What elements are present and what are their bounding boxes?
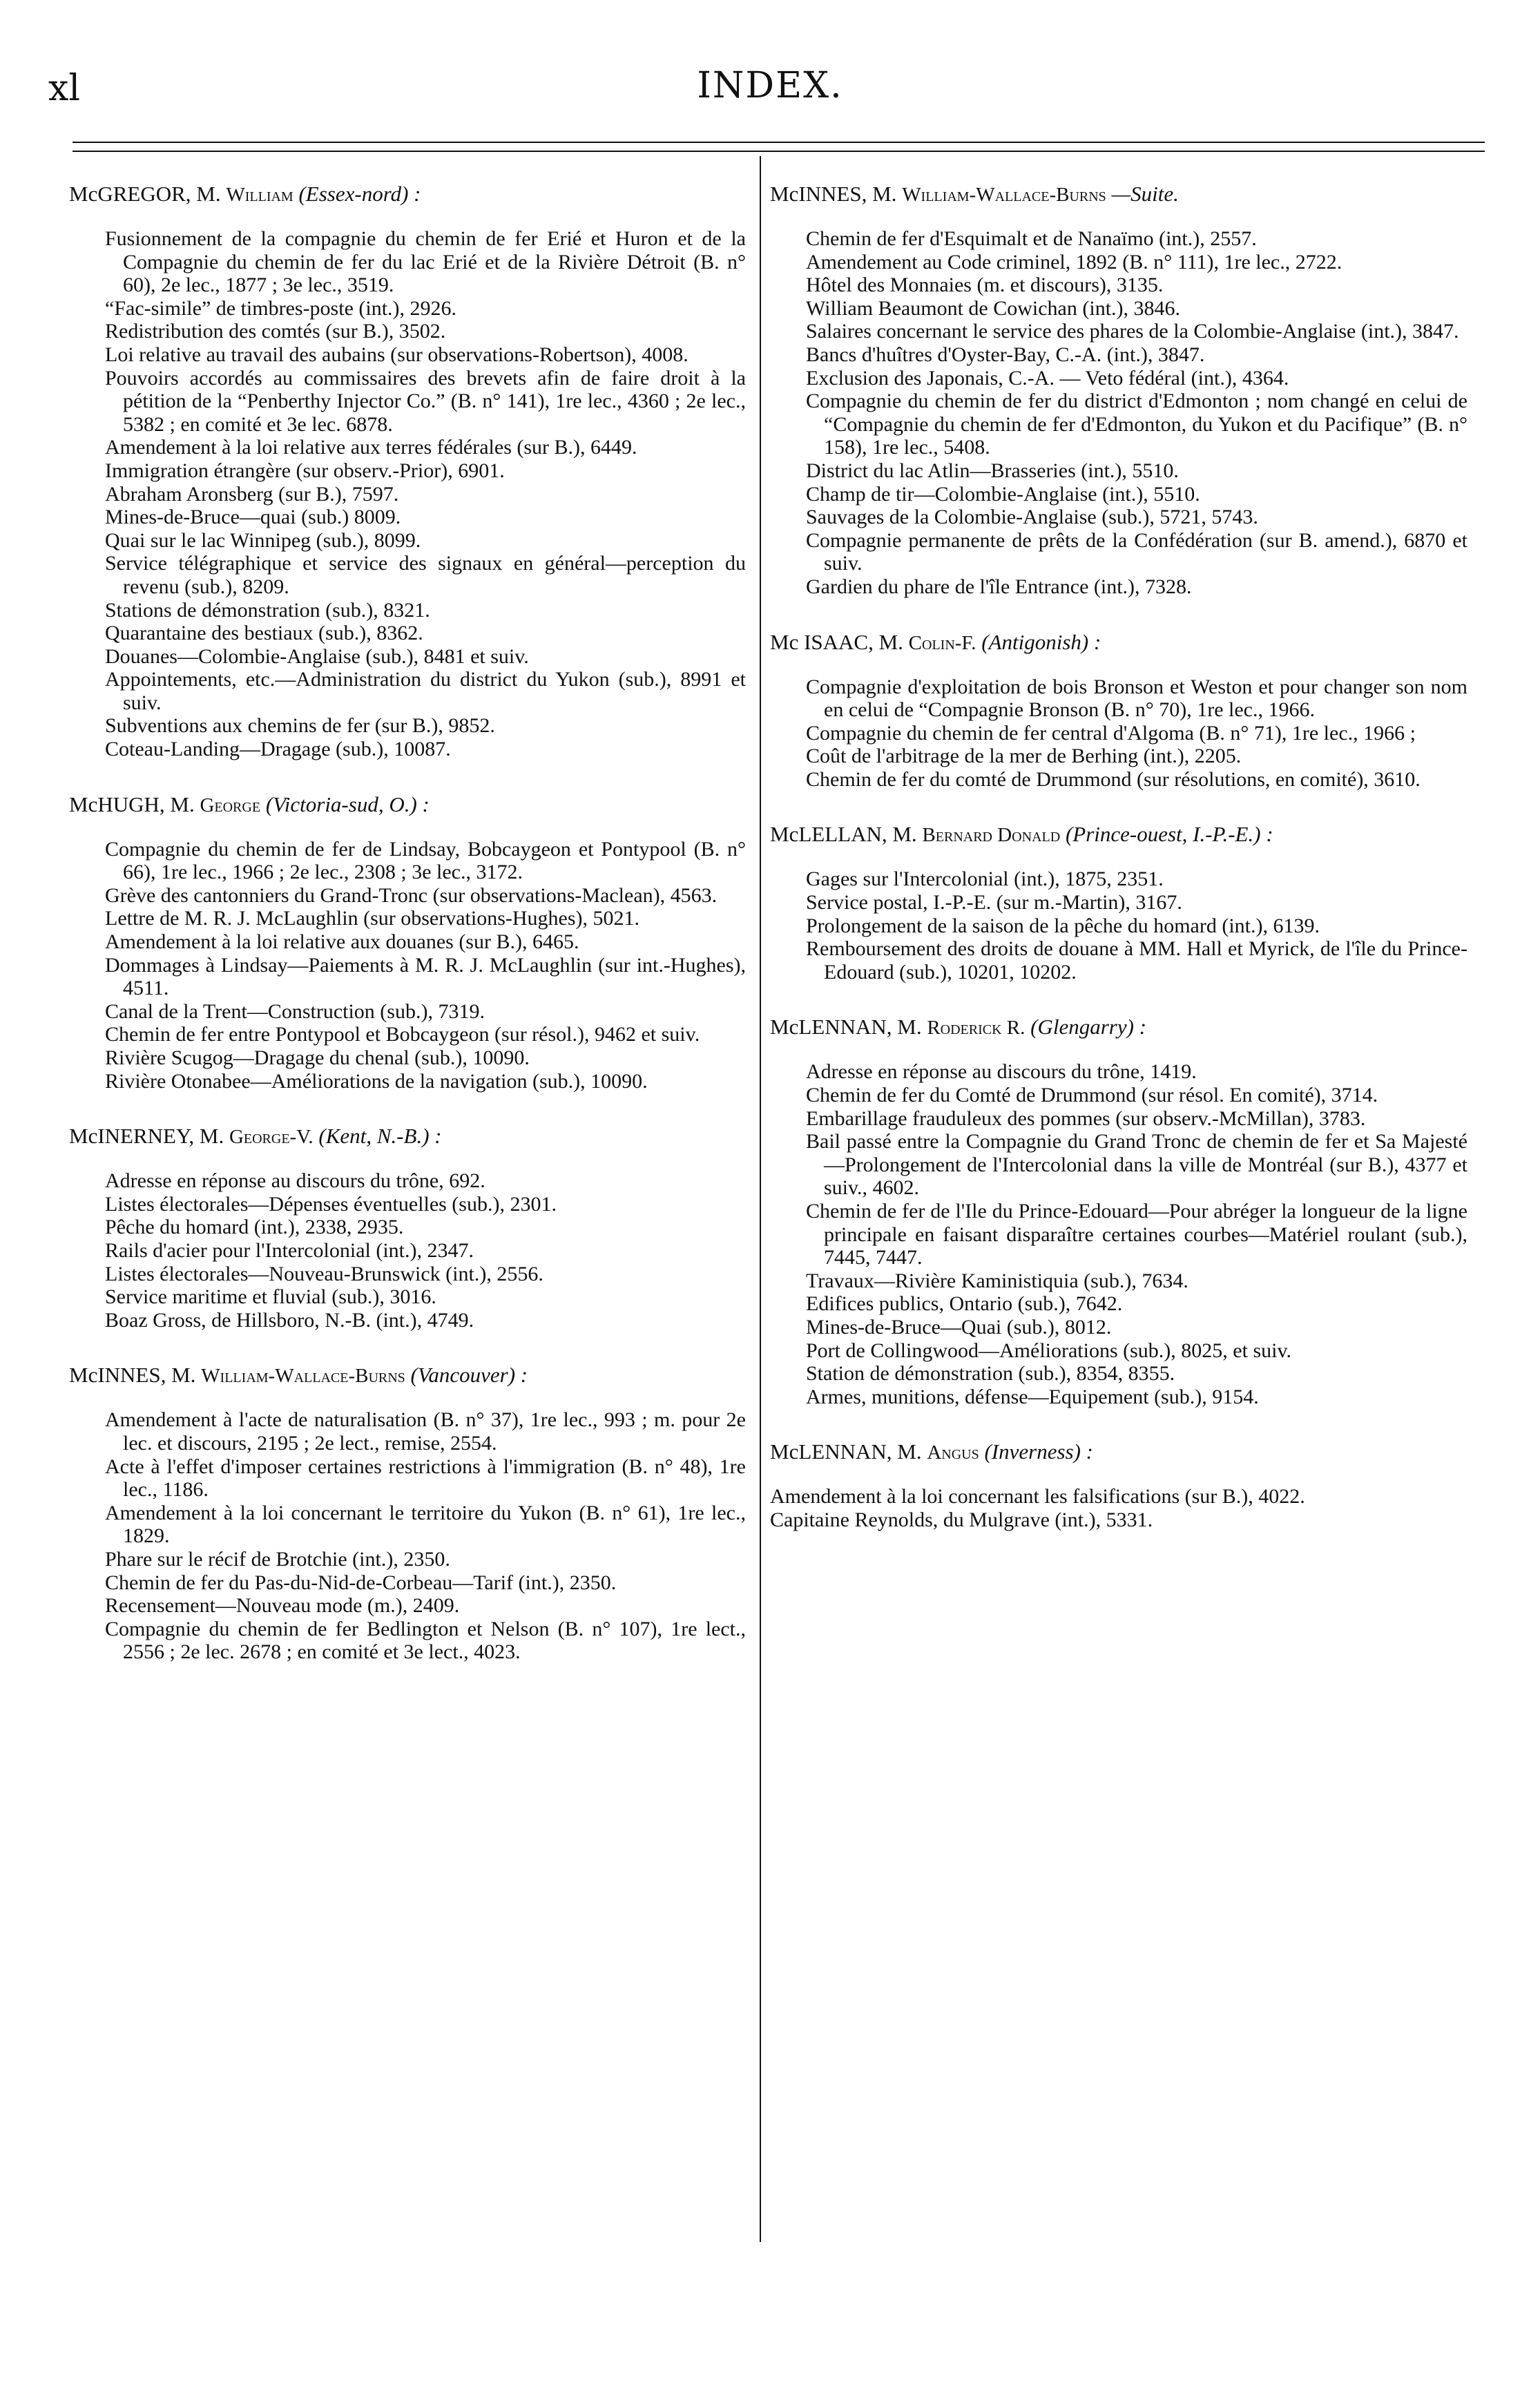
- index-reference: Embarillage frauduleux des pommes (sur observ.-McMillan), 3783.: [806, 1106, 1366, 1130]
- index-reference: Adresse en réponse au discours du trône, 692.: [105, 1169, 485, 1193]
- constituency: (Vancouver) :: [410, 1363, 528, 1388]
- index-reference: Chemin de fer d'Esquimalt et de Nanaïmo (int.), 2557.: [806, 227, 1257, 250]
- index-entry: [770, 1014, 1467, 1408]
- member-title: M.: [196, 182, 221, 206]
- index-reference: Grève des cantonniers du Grand-Tronc (sur observations-Maclean), 4563.: [105, 883, 718, 907]
- index-entry: [69, 1123, 746, 1332]
- index-reference: Bancs d'huîtres d'Oyster-Bay, C.-A. (int.), 3847.: [806, 343, 1205, 366]
- index-reference: Capitaine Reynolds, du Mulgrave (int.), 5331.: [770, 1508, 1153, 1531]
- index-reference: Sauvages de la Colombie-Anglaise (sub.), 5721, 5743.: [806, 506, 1258, 529]
- index-reference: Chemin de fer du Pas-du-Nid-de-Corbeau—Tarif (int.), 2350.: [105, 1571, 617, 1594]
- index-reference: Service postal, I.-P.-E. (sur m.-Martin), 3167.: [806, 891, 1182, 914]
- index-reference: Compagnie du chemin de fer du district d'Edmonton ; nom changé en celui de “Compagnie du chemin de fer d'Edmonton, du Yukon et du Pacifique” (B. n° 158), 1re lec., 5408.: [806, 390, 1467, 459]
- entry-heading: McLENNAN, M. Roderick R. (Glengarry) :: [770, 1015, 1147, 1039]
- index-reference: Gages sur l'Intercolonial (int.), 1875, 2351.: [806, 868, 1164, 891]
- member-title: M.: [199, 1124, 224, 1149]
- index-reference: Hôtel des Monnaies (m. et discours), 3135.: [806, 274, 1164, 297]
- member-name: McGREGOR: [69, 182, 186, 206]
- index-reference: Edifices publics, Ontario (sub.), 7642.: [806, 1292, 1123, 1316]
- index-reference: Fusionnement de la compagnie du chemin de fer Erié et Huron et de la Compagnie du chemin de fer du lac Erié et de la Rivière Détroit (B. n° 60), 2e lec., 1877 ; 3e lec., 3519.: [105, 227, 746, 297]
- index-reference: Compagnie du chemin de fer de Lindsay, Bobcaygeon et Pontypool (B. n° 66), 1re lec., 1966 ; 2e lec., 2308 ; 3e lec., 3172.: [105, 837, 746, 884]
- entry-heading: McINNES, M. William-Wallace-Burns —Suite.: [770, 182, 1179, 206]
- index-reference: Quai sur le lac Winnipeg (sub.), 8099.: [105, 528, 421, 552]
- index-reference: Douanes—Colombie-Anglaise (sub.), 8481 et suiv.: [105, 644, 529, 668]
- index-reference: Chemin de fer de l'Ile du Prince-Edouard—Pour abréger la longueur de la ligne principale en faisant disparaître certaines courbes—Matériel roulant (sub.), 7445, 7447.: [806, 1200, 1467, 1269]
- index-reference: Amendement à l'acte de naturalisation (B. n° 37), 1re lec., 993 ; m. pour 2e lec. et discours, 2195 ; 2e lect., remise, 2554.: [105, 1408, 746, 1455]
- index-reference: Chemin de fer du comté de Drummond (sur résolutions, en comité), 3610.: [806, 767, 1421, 791]
- index-reference: Service télégraphique et service des signaux en général—perception du revenu (sub.), 8209.: [105, 552, 746, 598]
- index-reference: Prolongement de la saison de la pêche du homard (int.), 6139.: [806, 914, 1320, 937]
- index-reference: Mines-de-Bruce—Quai (sub.), 8012.: [806, 1315, 1112, 1339]
- index-reference: Recensement—Nouveau mode (m.), 2409.: [105, 1594, 460, 1618]
- entry-heading: McGREGOR, M. William (Essex-nord) :: [69, 182, 421, 206]
- index-entry: [69, 792, 746, 1093]
- index-reference: Redistribution des comtés (sur B.), 3502.: [105, 320, 446, 343]
- index-reference: Amendement à la loi relative aux douanes (sur B.), 6465.: [105, 930, 579, 954]
- member-given-name: Colin-F.: [908, 631, 976, 654]
- member-title: M.: [897, 1015, 922, 1039]
- member-given-name: William-Wallace-Burns: [902, 184, 1106, 206]
- index-reference: Exclusion des Japonais, C.-A. — Veto fédéral (int.), 4364.: [806, 366, 1289, 390]
- index-reference: Abraham Aronsberg (sur B.), 7597.: [105, 482, 399, 506]
- index-reference: District du lac Atlin—Brasseries (int.), 5510.: [806, 459, 1179, 482]
- index-reference: Stations de démonstration (sub.), 8321.: [105, 598, 430, 622]
- column-divider: [760, 156, 761, 2242]
- member-given-name: Roderick R.: [927, 1017, 1026, 1039]
- index-entry: [770, 1439, 1467, 1531]
- constituency: (Prince-ouest, I.-P.-E.) :: [1065, 822, 1273, 847]
- index-reference: Coteau-Landing—Dragage (sub.), 10087.: [105, 738, 451, 761]
- member-title: M.: [171, 1363, 196, 1388]
- constituency: —Suite.: [1111, 182, 1179, 206]
- index-reference: Mines-de-Bruce—quai (sub.) 8009.: [105, 506, 401, 529]
- index-reference: Phare sur le récif de Brotchie (int.), 2350.: [105, 1547, 450, 1571]
- index-reference: Compagnie du chemin de fer Bedlington et Nelson (B. n° 107), 1re lect., 2556 ; 2e lec. 2678 ; en comité et 3e lect., 4023.: [105, 1617, 746, 1664]
- entry-heading: McINNES, M. William-Wallace-Burns (Vancouver) :: [69, 1363, 528, 1388]
- member-title: M.: [878, 629, 903, 654]
- index-reference: Chemin de fer entre Pontypool et Bobcaygeon (sur résol.), 9462 et suiv.: [105, 1023, 700, 1046]
- left-column: [69, 181, 746, 1694]
- index-reference: Amendement à la loi relative aux terres fédérales (sur B.), 6449.: [105, 436, 637, 459]
- index-reference: Gardien du phare de l'île Entrance (int.), 7328.: [806, 575, 1192, 598]
- entry-heading: McINERNEY, M. George-V. (Kent, N.-B.) :: [69, 1124, 442, 1149]
- page-title: INDEX.: [697, 65, 843, 106]
- index-reference: Lettre de M. R. J. McLaughlin (sur observations-Hughes), 5021.: [105, 907, 640, 930]
- member-name: McINNES: [69, 1363, 161, 1388]
- index-entry: [770, 821, 1467, 984]
- entry-heading: McHUGH, M. George (Victoria-sud, O.) :: [69, 792, 430, 816]
- index-reference: Listes électorales—Dépenses éventuelles (sub.), 2301.: [105, 1192, 557, 1216]
- member-given-name: George: [200, 794, 261, 816]
- member-name: McINERNEY: [69, 1124, 189, 1149]
- index-reference: Compagnie permanente de prêts de la Confédération (sur B. amend.), 6870 et suiv.: [806, 528, 1467, 575]
- index-reference: Rivière Scugog—Dragage du chenal (sub.), 10090.: [105, 1046, 530, 1069]
- member-name: Mc ISAAC: [770, 629, 869, 654]
- constituency: (Essex-nord) :: [298, 182, 421, 206]
- header-rule: [73, 142, 1485, 143]
- index-reference: Canal de la Trent—Construction (sub.), 7319.: [105, 999, 485, 1023]
- index-reference: Appointements, etc.—Administration du district du Yukon (sub.), 8991 et suiv.: [105, 668, 746, 714]
- index-reference: Rivière Otonabee—Améliorations de la navigation (sub.), 10090.: [105, 1069, 648, 1093]
- index-reference: Remboursement des droits de douane à MM. Hall et Myrick, de l'île du Prince-Edouard (sub.), 10201, 10202.: [806, 937, 1467, 984]
- constituency: (Antigonish) :: [981, 629, 1101, 654]
- member-given-name: William-Wallace-Burns: [201, 1365, 405, 1388]
- index-entry: [770, 181, 1467, 599]
- index-reference: Compagnie du chemin de fer central d'Algoma (B. n° 71), 1re lec., 1966 ;: [806, 721, 1416, 745]
- constituency: (Inverness) :: [984, 1439, 1093, 1464]
- index-reference: Immigration étrangère (sur observ.-Prior), 6901.: [105, 459, 505, 482]
- constituency: (Victoria-sud, O.) :: [265, 792, 430, 816]
- header-rule: [73, 151, 1485, 152]
- member-name: McLENNAN: [770, 1015, 887, 1039]
- index-reference: Rails d'acier pour l'Intercolonial (int.), 2347.: [105, 1238, 474, 1262]
- member-given-name: Angus: [927, 1441, 979, 1464]
- index-entry: [770, 629, 1467, 792]
- index-reference: Dommages à Lindsay—Paiements à M. R. J. McLaughlin (sur int.-Hughes), 4511.: [105, 953, 746, 1000]
- index-reference: Chemin de fer du Comté de Drummond (sur résol. En comité), 3714.: [806, 1084, 1378, 1107]
- index-reference: Bail passé entre la Compagnie du Grand Tronc de chemin de fer et Sa Majesté—Prolongement de l'Intercolonial dans la ville de Montréal (sur B.), 4377 et suiv., 4602.: [806, 1130, 1467, 1200]
- constituency: (Glengarry) :: [1030, 1015, 1147, 1039]
- member-given-name: Bernard Donald: [922, 824, 1061, 847]
- index-reference: Coût de l'arbitrage de la mer de Berhing (int.), 2205.: [806, 745, 1242, 768]
- index-reference: Champ de tir—Colombie-Anglaise (int.), 5510.: [806, 482, 1200, 506]
- index-reference: “Fac-simile” de timbres-poste (int.), 2926.: [105, 296, 457, 320]
- index-reference: Service maritime et fluvial (sub.), 3016.: [105, 1285, 436, 1309]
- page-number: xl: [48, 68, 80, 109]
- index-reference: Amendement à la loi concernant les falsifications (sur B.), 4022.: [770, 1485, 1305, 1508]
- member-title: M.: [872, 182, 897, 206]
- index-reference: Boaz Gross, de Hillsboro, N.-B. (int.), 4749.: [105, 1308, 474, 1332]
- index-reference: Acte à l'effet d'imposer certaines restrictions à l'immigration (B. n° 48), 1re lec., 1186.: [105, 1455, 746, 1502]
- member-name: McLELLAN: [770, 822, 882, 847]
- index-reference: William Beaumont de Cowichan (int.), 3846.: [806, 296, 1181, 320]
- index-reference: Loi relative au travail des aubains (sur observations-Robertson), 4008.: [105, 343, 689, 366]
- index-reference: Listes électorales—Nouveau-Brunswick (int.), 2556.: [105, 1262, 543, 1285]
- index-entry: [69, 1362, 746, 1664]
- index-reference: Station de démonstration (sub.), 8354, 8355.: [806, 1362, 1175, 1386]
- index-reference: Subventions aux chemins de fer (sur B.), 9852.: [105, 714, 495, 738]
- index-reference: Amendement à la loi concernant le territoire du Yukon (B. n° 61), 1re lec., 1829.: [105, 1501, 746, 1548]
- member-name: McLENNAN: [770, 1439, 887, 1464]
- index-reference: Adresse en réponse au discours du trône, 1419.: [806, 1060, 1197, 1084]
- index-reference: Amendement au Code criminel, 1892 (B. n° 111), 1re lec., 2722.: [806, 250, 1342, 274]
- entry-heading: Mc ISAAC, M. Colin-F. (Antigonish) :: [770, 629, 1101, 654]
- index-entry: [69, 181, 746, 761]
- member-name: McHUGH: [69, 792, 160, 816]
- member-title: M.: [170, 792, 195, 816]
- index-reference: Travaux—Rivière Kaministiquia (sub.), 7634.: [806, 1269, 1188, 1292]
- right-column: [770, 181, 1467, 1562]
- member-name: McINNES: [770, 182, 862, 206]
- index-reference: Salaires concernant le service des phares de la Colombie-Anglaise (int.), 3847.: [806, 320, 1459, 343]
- index-reference: Pêche du homard (int.), 2338, 2935.: [105, 1216, 404, 1239]
- constituency: (Kent, N.-B.) :: [318, 1124, 442, 1149]
- index-reference: Armes, munitions, défense—Equipement (sub.), 9154.: [806, 1385, 1259, 1408]
- index-reference: Quarantaine des bestiaux (sub.), 8362.: [105, 622, 423, 645]
- index-reference: Port de Collingwood—Améliorations (sub.), 8025, et suiv.: [806, 1339, 1292, 1362]
- member-title: M.: [892, 822, 917, 847]
- index-reference: Compagnie d'exploitation de bois Bronson et Weston et pour changer son nom en celui de “Compagnie Bronson (B. n° 70), 1re lec., 1966.: [806, 675, 1467, 722]
- member-given-name: William: [226, 184, 293, 206]
- entry-heading: McLENNAN, M. Angus (Inverness) :: [770, 1439, 1093, 1464]
- member-title: M.: [897, 1439, 922, 1464]
- index-reference: Pouvoirs accordés au commissaires des brevets afin de faire droit à la pétition de la “Penberthy Injector Co.” (B. n° 141), 1re lec., 4360 ; 2e lec., 5382 ; en comité et 3e lec. 6878.: [105, 366, 746, 436]
- entry-heading: McLELLAN, M. Bernard Donald (Prince-ouest, I.-P.-E.) :: [770, 822, 1273, 847]
- member-given-name: George-V.: [229, 1126, 314, 1149]
